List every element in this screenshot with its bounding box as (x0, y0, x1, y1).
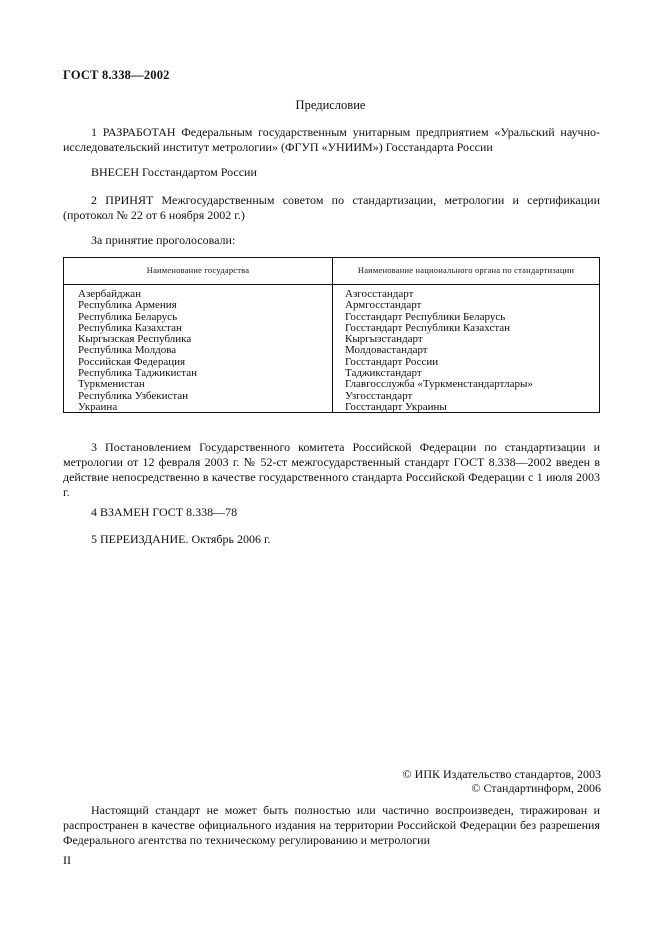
table-cell-body: Главгосслужба «Туркменстандартлары» (345, 378, 533, 391)
copyright-block (403, 767, 601, 795)
table-cell-body: Госстандарт Республики Беларусь (345, 310, 506, 323)
paragraph-enacted: 3 Постановлением Государственного комитета Российской Федерации по стандартизации и метрологии от 12 февраля 2003 г. № 52-ст межгосударственный стандарт ГОСТ 8.338—2002 введен в действие непосредственно в качестве государственного стандарта Российской Федерации с 1 июля 2003 г. (63, 440, 600, 499)
copyright-line: © Стандартинформ, 2006 (471, 781, 601, 795)
page-number: II (63, 853, 71, 867)
table-cell-state: Азербайджан (78, 288, 142, 300)
table-cell-body: Армгосстандарт (345, 299, 422, 312)
table-cell-body: Госстандарт России (345, 355, 439, 368)
table-cell-state: Республика Таджикистан (78, 367, 197, 380)
paragraph-adopted: 2 ПРИНЯТ Межгосударственным советом по стандартизации, метрологии и сертификации (протокол № 22 от 6 ноября 2002 г.) (63, 193, 600, 222)
paragraph-reissue: 5 ПЕРЕИЗДАНИЕ. Октябрь 2006 г. (91, 532, 271, 546)
table-cell-body: Госстандарт Украины (345, 400, 447, 413)
document-code: ГОСТ 8.338—2002 (63, 68, 170, 82)
section-title: Предисловие (295, 98, 366, 112)
copyright-line: © ИПК Издательство стандартов, 2003 (402, 767, 601, 781)
voting-table (63, 257, 600, 413)
table-cell-state: Республика Беларусь (78, 310, 178, 323)
table-column-divider (332, 258, 333, 412)
paragraph-replaces: 4 ВЗАМЕН ГОСТ 8.338—78 (91, 505, 238, 519)
table-header-divider (64, 284, 599, 285)
reproduction-notice: Настоящий стандарт не может быть полностью или частично воспроизведен, тиражирован и распространен в качестве официального издания на территории Российской Федерации без разрешения Федерального агентства по техническому регулированию и метрологии (63, 803, 600, 847)
table-column-states (78, 289, 197, 413)
table-cell-body: Азгосстандарт (345, 288, 414, 300)
table-cell-state: Туркменистан (78, 378, 145, 391)
table-cell-state: Российская Федерация (78, 355, 186, 368)
table-header-state: Наименование государства (146, 265, 250, 275)
table-cell-body: Молдовастандарт (345, 344, 428, 357)
table-cell-body: Узгосстандарт (345, 389, 413, 402)
paragraph-submitted: ВНЕСЕН Госстандартом России (91, 165, 257, 179)
paragraph-voted: За принятие проголосовали: (91, 233, 236, 247)
table-cell-state: Украина (78, 400, 118, 413)
table-cell-state: Республика Молдова (78, 344, 177, 357)
table-cell-body: Госстандарт Республики Казахстан (345, 321, 511, 334)
table-cell-state: Республика Узбекистан (78, 389, 189, 402)
table-header-body: Наименование национального органа по стандартизации (357, 265, 575, 275)
paragraph-developed: 1 РАЗРАБОТАН Федеральным государственным унитарным предприятием «Уральский научно-исследовательский институт метрологии» (ФГУП «УНИИМ») Госстандарта России (63, 125, 600, 154)
table-cell-body: Таджикстандарт (345, 367, 422, 380)
table-cell-body: Кыргызстандарт (345, 333, 423, 346)
table-column-bodies (345, 289, 533, 413)
table-cell-state: Республика Армения (78, 299, 177, 312)
table-cell-state: Республика Казахстан (78, 321, 182, 334)
table-cell-state: Кыргызская Республика (78, 333, 192, 346)
